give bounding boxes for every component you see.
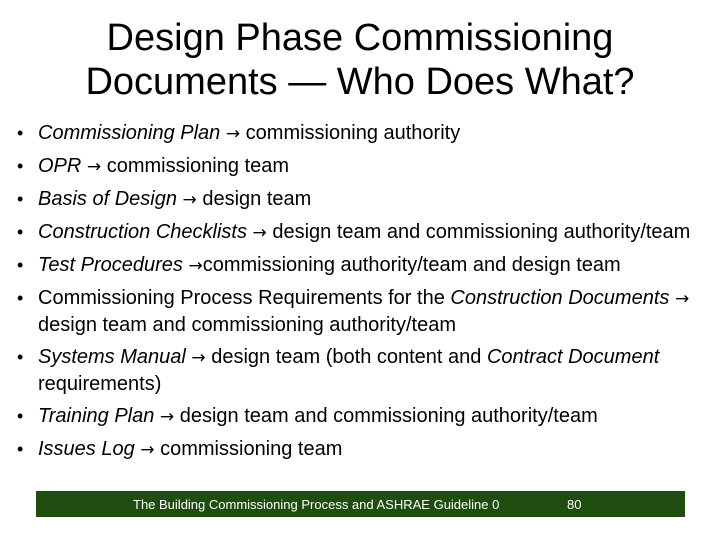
arrow-icon: → xyxy=(182,190,197,210)
bullet-item-issues-log xyxy=(0,436,710,463)
document-name: Construction Checklists xyxy=(38,221,247,243)
bullet-icon: • xyxy=(17,347,24,367)
bullet-icon: • xyxy=(17,189,24,209)
item-prefix: Commissioning Process Requirements for the xyxy=(38,287,445,309)
responsible-party: commissioning team xyxy=(160,438,343,460)
responsible-party: commissioning authority xyxy=(245,122,461,144)
slide-title xyxy=(0,16,720,104)
bullet-icon: • xyxy=(17,222,24,242)
arrow-icon: → xyxy=(252,223,267,243)
slide-title-line-2: Documents — Who Does What? xyxy=(85,61,635,103)
responsible-party: commissioning authority/team and design team xyxy=(202,254,621,276)
slide-title-line-1: Design Phase Commissioning xyxy=(106,17,614,59)
bullet-icon: • xyxy=(17,406,24,426)
footer-text: The Building Commissioning Process and ASHRAE Guideline 0 xyxy=(133,497,500,512)
bullet-item-training-plan xyxy=(0,403,710,430)
responsible-party: design team and commissioning authority/team xyxy=(179,405,598,427)
bullet-item-basis-of-design xyxy=(0,186,710,213)
arrow-icon: → xyxy=(188,256,203,276)
document-name: Systems Manual xyxy=(38,346,186,368)
responsible-party-italic: Contract Document xyxy=(486,346,660,368)
responsible-party: design team and commissioning authority/team xyxy=(272,221,691,243)
bullet-item-test-procedures xyxy=(0,252,710,279)
bullet-icon: • xyxy=(17,255,24,275)
arrow-icon: → xyxy=(140,440,155,460)
bullet-item-cx-process-requirements xyxy=(0,285,710,338)
document-name: Test Procedures xyxy=(38,254,183,276)
responsible-party: commissioning team xyxy=(106,155,290,177)
responsible-party: design team and commissioning authority/team xyxy=(38,314,456,336)
document-name: Issues Log xyxy=(38,438,135,460)
document-name: Commissioning Plan xyxy=(38,122,221,144)
bullet-icon: • xyxy=(17,288,24,308)
page-number: 80 xyxy=(567,497,582,512)
document-name: Training Plan xyxy=(38,405,155,427)
arrow-icon: → xyxy=(86,157,102,177)
bullet-item-commissioning-plan xyxy=(0,120,710,147)
bullet-item-systems-manual xyxy=(0,344,710,397)
bullet-icon: • xyxy=(17,439,24,459)
arrow-icon: → xyxy=(159,407,175,427)
document-name: Construction Documents xyxy=(450,287,670,309)
document-name: Basis of Design xyxy=(38,188,177,210)
footer-bar xyxy=(36,491,685,517)
bullet-icon: • xyxy=(17,123,24,143)
arrow-icon: → xyxy=(674,289,690,309)
bullet-icon: • xyxy=(17,156,24,176)
bullet-list xyxy=(0,120,710,469)
bullet-item-construction-checklists xyxy=(0,219,710,246)
arrow-icon: → xyxy=(191,348,206,368)
arrow-icon: → xyxy=(225,124,241,144)
document-name: OPR xyxy=(38,155,82,177)
bullet-item-opr xyxy=(0,153,710,180)
responsible-party-suffix: requirements) xyxy=(38,373,162,395)
responsible-party: design team (both content and xyxy=(211,346,482,368)
responsible-party: design team xyxy=(202,188,312,210)
